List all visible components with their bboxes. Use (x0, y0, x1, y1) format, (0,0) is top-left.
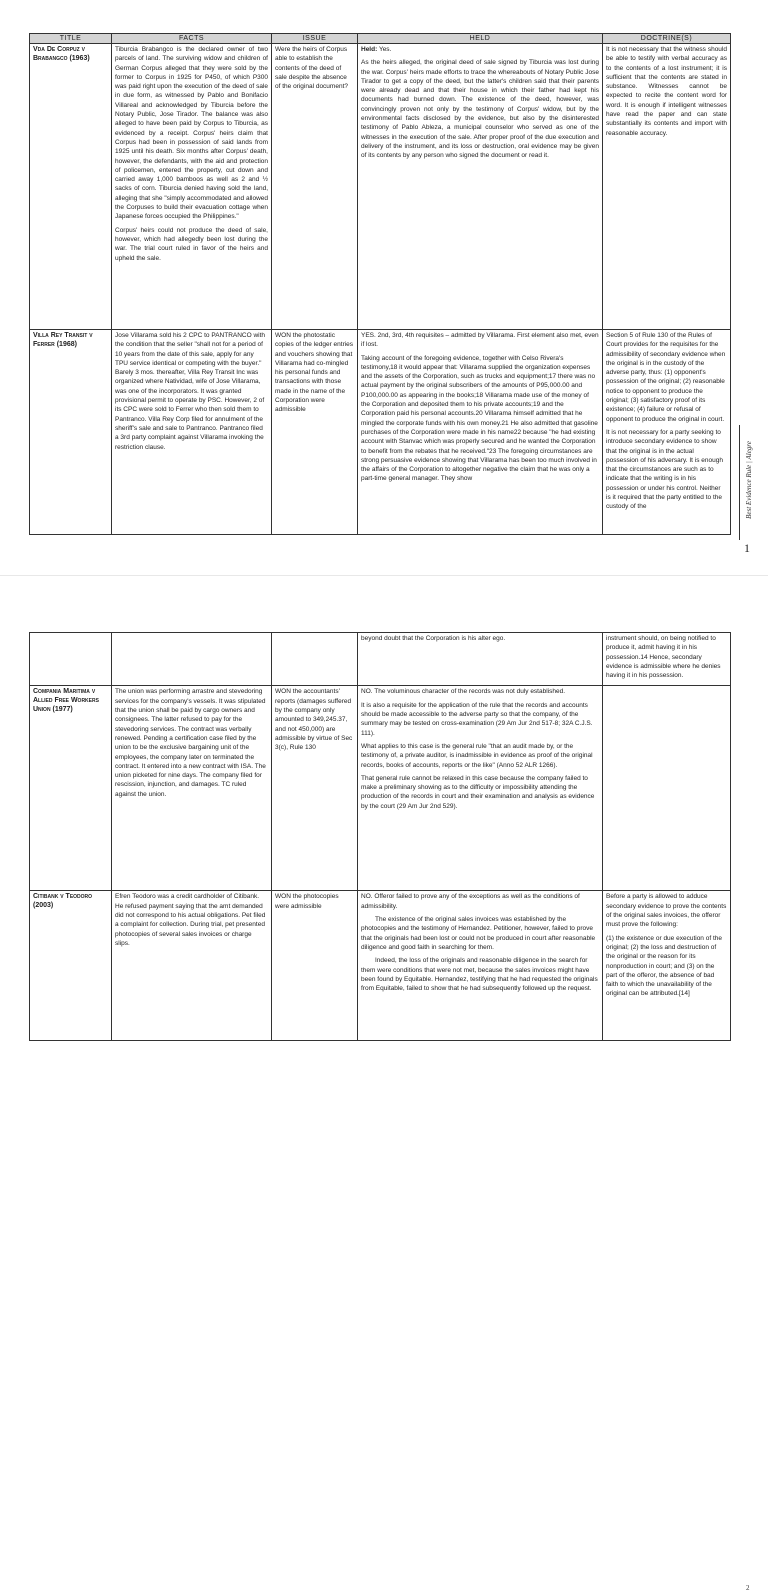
case-title: Villa Rey Transit v Ferrer (1968) (33, 332, 93, 348)
page-number: 1 (744, 541, 750, 555)
facts-cell (112, 891, 272, 1041)
issue-text: Were the heirs of Corpus able to establish the contents of the deed of sale despite the absence of the original document? (275, 46, 348, 91)
facts-cell (112, 330, 272, 535)
table-header-row (30, 34, 731, 44)
header-held: HELD (358, 34, 603, 44)
issue-cell (272, 44, 358, 330)
header-title: TITLE (30, 34, 112, 44)
page-2-corner-mark: 2 (746, 1584, 750, 1592)
doctrine-cell (603, 44, 731, 330)
held-paragraph: What applies to this case is the general rule "that an audit made by, or the testimony of, a private auditor, is inadmissible in evidence as proof of the original records, books of accounts, reports or the like" (Anno 52 ALR 1266). (361, 742, 593, 769)
facts-cell (112, 44, 272, 330)
table-row (30, 44, 731, 330)
sidebar-book-label-text: Best Evidence Rule | Alegre (745, 441, 754, 519)
facts-paragraph: Corpus' heirs could not produce the deed of sale, however, which had allegedly been lost during the war. The trial court ruled in favor of the heirs and upheld the sale. (115, 226, 268, 262)
held-lead: Yes. (378, 46, 392, 53)
doctrine-paragraph: Before a party is allowed to adduce secondary evidence to prove the contents of the original sales invoices, the offeror must prove the following: (606, 893, 727, 929)
case-title-cell (30, 44, 112, 330)
issue-text: WON the photostatic copies of the ledger entries and vouchers showing that Villarama had co-mingled his personal funds and transactions with those made in the name of the Corporation were admissible (275, 332, 354, 414)
table-row (30, 891, 731, 1041)
held-paragraph: YES. 2nd, 3rd, 4th requisites – admitted by Villarama. First element also met, even if lost. (361, 332, 599, 349)
held-paragraph: Indeed, the loss of the originals and reasonable diligence in the search for them were conditions that were not met, because the sales invoices might have been found by Equitable. Hernandez, testifying that he had requested the originals from Equitable, failed to show that he had subsequently followed up the request. (361, 957, 598, 993)
held-paragraph: As the heirs alleged, the original deed of sale signed by Tiburcia was lost during the war. Corpus' heirs made efforts to trace the whereabouts of Notary Public Jose Tirador to get a copy of the deed, but the latter's children said that their parents were already dead and that their house in which their father had kept his documents had burned down. The existence of the deed, however, was convincingly proven not only by the testimony of Corpus' widow, but by the environmental facts disclosed by the evidence, but also by the disinterested testimony of Pablo Ableza, a municipal counselor who served as one of the witnesses in the execution of the sale. After proper proof of the due execution and delivery of the instrument, and its loss or destruction, oral evidence may be given of its contents by any person who signed the document or read it. (361, 59, 599, 160)
table-row (30, 686, 731, 891)
issue-cell (272, 330, 358, 535)
issue-cell (272, 633, 358, 686)
page-1 (0, 0, 768, 575)
held-cell (358, 686, 603, 891)
held-cell (358, 330, 603, 535)
held-paragraph: The existence of the original sales invoices was established by the photocopies and the testimony of Hernandez. Petitioner, however, failed to prove that the originals had been lost or could not be produced in court after reasonable diligence and good faith in searching for them. (361, 916, 596, 951)
held-paragraph: NO. Offeror failed to prove any of the exceptions as well as the conditions of admissibility. (361, 893, 580, 910)
facts-paragraph: Efren Teodoro was a credit cardholder of Citibank. He refused payment saying that the amt demanded did not correspond to his actual obligations. Pet filed a complaint for collection. During trial, pet presented photocopies of several sales invoices or charge slips. (115, 893, 266, 947)
case-title-cell (30, 633, 112, 686)
issue-text: WON the photocopies were admissible (275, 893, 339, 910)
facts-cell (112, 686, 272, 891)
case-title-cell (30, 686, 112, 891)
case-title: Compania Maritima v Allied Free Workers Union (1977) (33, 688, 99, 714)
held-cell (358, 891, 603, 1041)
issue-text: WON the accountants' reports (damages suffered by the company only amounted to 349,245.37, and not 450,000) are admissible by virtue of Sec 3(c), Rule 130 (275, 688, 353, 752)
case-title: Citibank v Teodoro (2003) (33, 893, 93, 910)
case-digest-table (29, 33, 731, 535)
header-issue: ISSUE (272, 34, 358, 44)
held-paragraph: beyond doubt that the Corporation is his alter ego. (361, 635, 506, 642)
facts-paragraph: The union was performing arrastre and stevedoring services for the company's vessels. It was stipulated that the union shall be paid by cargo owners and consignees. The latter refused to pay for the stevedoring services. The contract was verbally renewed. Pending a certification case filed by the union to be the exclusive bargaining unit of the employees, the company later on terminated the contract. It entered into a new contract with ISA. The union picketed for nine days. The company filed for rescission, injunction, and damages. TC ruled against the union. (115, 688, 266, 798)
page-2 (0, 575, 768, 1592)
case-title-cell (30, 330, 112, 535)
case-title-cell (30, 891, 112, 1041)
held-paragraph: NO. The voluminous character of the records was not duly established. (361, 688, 566, 696)
doctrine-cell (603, 686, 731, 891)
doctrine-paragraph: Section 5 of Rule 130 of the Rules of Court provides for the requisites for the admissibility of secondary evidence when the original is in the custody of the adverse party, thus: (1) opponent's possession of the original; (2) reasonable notice to opponent to produce the original; (3) satisfactory proof of its existence; (4) failure or refusal of opponent to produce the original in court. (606, 332, 726, 423)
issue-cell (272, 891, 358, 1041)
doctrine-cell (603, 330, 731, 535)
table-row (30, 330, 731, 535)
doctrine-paragraph: (1) the existence or due execution of the original; (2) the loss and destruction of the original or the reason for its nonproduction in court; and (3) on the part of the offeror, the absence of bad faith to which the unavailability of the original can be attributed.[14] (606, 934, 722, 998)
doctrine-cell (603, 633, 731, 686)
case-title: Vda De Corpuz v Brabangco (1963) (33, 46, 90, 62)
table-row (30, 633, 731, 686)
header-facts: FACTS (112, 34, 272, 44)
facts-paragraph: Tiburcia Brabangco is the declared owner of two parcels of land. The surviving widow and children of German Corpus alleged that they were sold by the former to Corpus in 1925 for P450, of which P300 was paid right upon the execution of the deed of sale in due form, as witnessed by Pablo and Bonifacio Villareal and acknowledged by Tiburcia before the Notary Public, Jose Tirador. The balance was also alleged to have been paid by Corpus to Tiburcia, as evidenced by a receipt. Corpus' heirs claim that Corpus had been in possession of said lands from 1925 until his death. Six months after Corpus' death, however, the defendants, with the aid and protection of policemen, entered the property, cut down and carried away 1,000 bamboos as well as 2 and ½ sacks of corn. Tiburcia denied having sold the land, alleging that she "simply accommodated and allowed the Corpuses to build their evacuation cottage when Japanese forces occupied the Philippines." (115, 46, 268, 221)
doctrine-paragraph: It is not necessary for a party seeking to introduce secondary evidence to show that the original is in the actual possession of his adversary. It is enough that the circumstances are such as to indicate that the writing is in his possession or under his control. Neither is it required that the party entitled to the custody of the (606, 428, 723, 511)
doctrine-paragraph: instrument should, on being notified to produce it, admit having it in his possession.14 Hence, secondary evidence is admissible where he denies having it in his possession. (606, 635, 721, 680)
held-label: Held: (361, 46, 378, 53)
doctrine-paragraph: It is not necessary that the witness should be able to testify with verbal accuracy as to the contents of a lost instrument; it is sufficient that the contents are stated in substance. Witnesses cannot be expected to recite the content word for word. It is enough if intelligent witnesses have read the paper and can state substantially its contents and import with reasonable accuracy. (606, 46, 727, 137)
issue-cell (272, 686, 358, 891)
facts-cell (112, 633, 272, 686)
held-paragraph: That general rule cannot be relaxed in this case because the company failed to make a preliminary showing as to the difficulty or impossibility attending the production of the records in court and their examination and analysis as evidence by the court (29 Am Jur 2nd 529). (361, 774, 595, 810)
sidebar-book-label (736, 420, 762, 540)
case-digest-table-continued (29, 632, 731, 1041)
held-paragraph: Taking account of the foregoing evidence, together with Celso Rivera's testimony,18 it would appear that: Villarama supplied the organization expenses and the assets of the Corporation, such as trucks and equipment;17 there was no actual payment by the original subscribers of the amounts of P95,000.00 and P100,000.00 as appearing in the books;18 Villarama made use of the money of the Corporation and deposited them to his private accounts;19 and the Corporation paid his personal accounts.20 Villarama himself admitted that he mingled the corporate funds with his own money.21 He also admitted that gasoline purchases of the Corporation were made in his name22 because "he had existing account with Stanvac which was properly secured and he wanted the Corporation to benefit from the rebates that he received."23 The foregoing circumstances are strong persuasive evidence showing that Villarama has been too much involved in the affairs of the Corporation to altogether negative the claim that he was only a part-time general manager. They show (361, 354, 598, 483)
facts-paragraph: Jose Villarama sold his 2 CPC to PANTRANCO with the condition that the seller "shall not for a period of 10 years from the date of this sale, apply for any TPU service identical or competing with the buyer." Barely 3 mos. thereafter, Villa Rey Transit Inc was organized where Natividad, wife of Jose Villarama, was one of the incorporators. It was granted provisional permit to operate by PSC. However, 2 of its CPC were sold to Ferrer who then sold them to Pantranco. Villa Rey Corp filed for annulment of the sheriff's sale and sale to Pantranco. Pantranco filed a 3rd party complaint against Villarama invoking the restriction clause. (115, 332, 266, 451)
header-doctrine: DOCTRINE(S) (603, 34, 731, 44)
held-paragraph: It is also a requisite for the application of the rule that the records and accounts should be made accessible to the adverse party so that the company, of the summary may be tested on cross-examination (29 Am Jur 2nd 517-8; 32A C.J.S. 111). (361, 701, 593, 737)
held-cell (358, 44, 603, 330)
held-cell (358, 633, 603, 686)
doctrine-cell (603, 891, 731, 1041)
